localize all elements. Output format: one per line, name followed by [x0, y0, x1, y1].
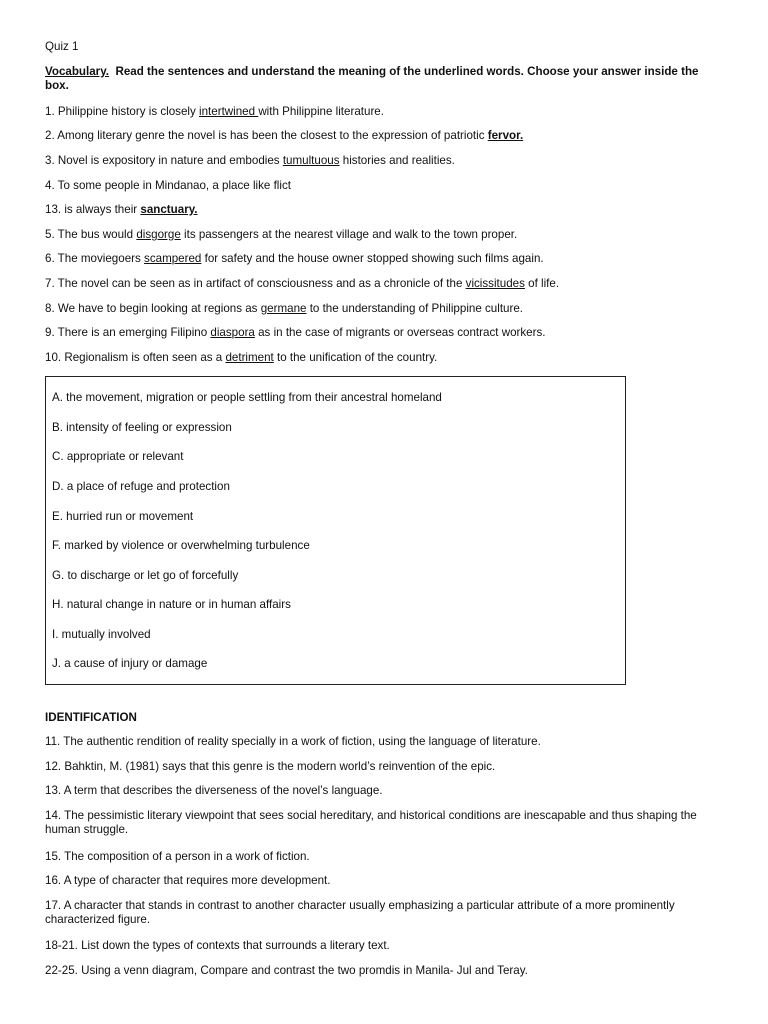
choice-item: H. natural change in nature or in human affairs	[52, 598, 291, 611]
vocabulary-heading: Vocabulary.	[45, 65, 110, 78]
identification-item: 14. The pessimistic literary viewpoint that sees social hereditary, and historical conditions are inescapable and thus shaping the human struggle.	[45, 809, 697, 836]
vocab-item: 1. Philippine history is closely intertwined with Philippine literature.	[45, 105, 384, 118]
identification-item: 12. Bahktin, M. (1981) says that this genre is the modern world’s reinvention of the epic.	[45, 760, 496, 773]
identification-heading: IDENTIFICATION	[45, 711, 137, 724]
choice-item: C. appropriate or relevant	[52, 450, 184, 463]
choice-item: E. hurried run or movement	[52, 510, 194, 523]
identification-item: 16. A type of character that requires more development.	[45, 874, 331, 887]
vocab-item: 8. We have to begin looking at regions as germane to the understanding of Philippine culture.	[45, 302, 524, 315]
choice-item: I. mutually involved	[52, 628, 151, 641]
identification-item: 13. A term that describes the diverseness of the novel’s language.	[45, 784, 383, 797]
vocabulary-instructions	[45, 65, 715, 93]
identification-item: 11. The authentic rendition of reality specially in a work of fiction, using the language of literature.	[45, 735, 541, 748]
identification-item: 17. A character that stands in contrast to another character usually emphasizing a particular attribute of a more prominently characterized figure.	[45, 899, 675, 926]
identification-item: 18-21. List down the types of contexts that surrounds a literary text.	[45, 939, 390, 952]
answer-choices-box	[45, 376, 626, 685]
identification-item: 22-25. Using a venn diagram, Compare and contrast the two promdis in Manila- Jul and Teray.	[45, 964, 528, 977]
vocab-item: 9. There is an emerging Filipino diaspora as in the case of migrants or overseas contract workers.	[45, 326, 546, 339]
vocab-item: 2. Among literary genre the novel is has been the closest to the expression of patriotic fervor.	[45, 129, 524, 142]
choice-item: D. a place of refuge and protection	[52, 480, 230, 493]
vocab-item: 13. is always their sanctuary.	[45, 203, 198, 216]
vocab-item: 5. The bus would disgorge its passengers at the nearest village and walk to the town proper.	[45, 228, 518, 241]
choice-item: F. marked by violence or overwhelming turbulence	[52, 539, 310, 552]
vocab-item: 7. The novel can be seen as in artifact of consciousness and as a chronicle of the vicissitudes of life.	[45, 277, 560, 290]
quiz-title: Quiz 1	[45, 40, 79, 53]
vocab-item: 10. Regionalism is often seen as a detriment to the unification of the country.	[45, 351, 438, 364]
choice-item: G. to discharge or let go of forcefully	[52, 569, 239, 582]
vocab-item: 4. To some people in Mindanao, a place like flict	[45, 179, 291, 192]
identification-item: 15. The composition of a person in a work of fiction.	[45, 850, 310, 863]
vocab-item: 6. The moviegoers scampered for safety and the house owner stopped showing such films again.	[45, 252, 544, 265]
instructions-text: Read the sentences and understand the meaning of the underlined words. Choose your answer inside the box.	[45, 65, 699, 92]
vocab-item: 3. Novel is expository in nature and embodies tumultuous histories and realities.	[45, 154, 455, 167]
choice-item: A. the movement, migration or people settling from their ancestral homeland	[52, 391, 442, 404]
choice-item: J. a cause of injury or damage	[52, 657, 208, 670]
choice-item: B. intensity of feeling or expression	[52, 421, 232, 434]
